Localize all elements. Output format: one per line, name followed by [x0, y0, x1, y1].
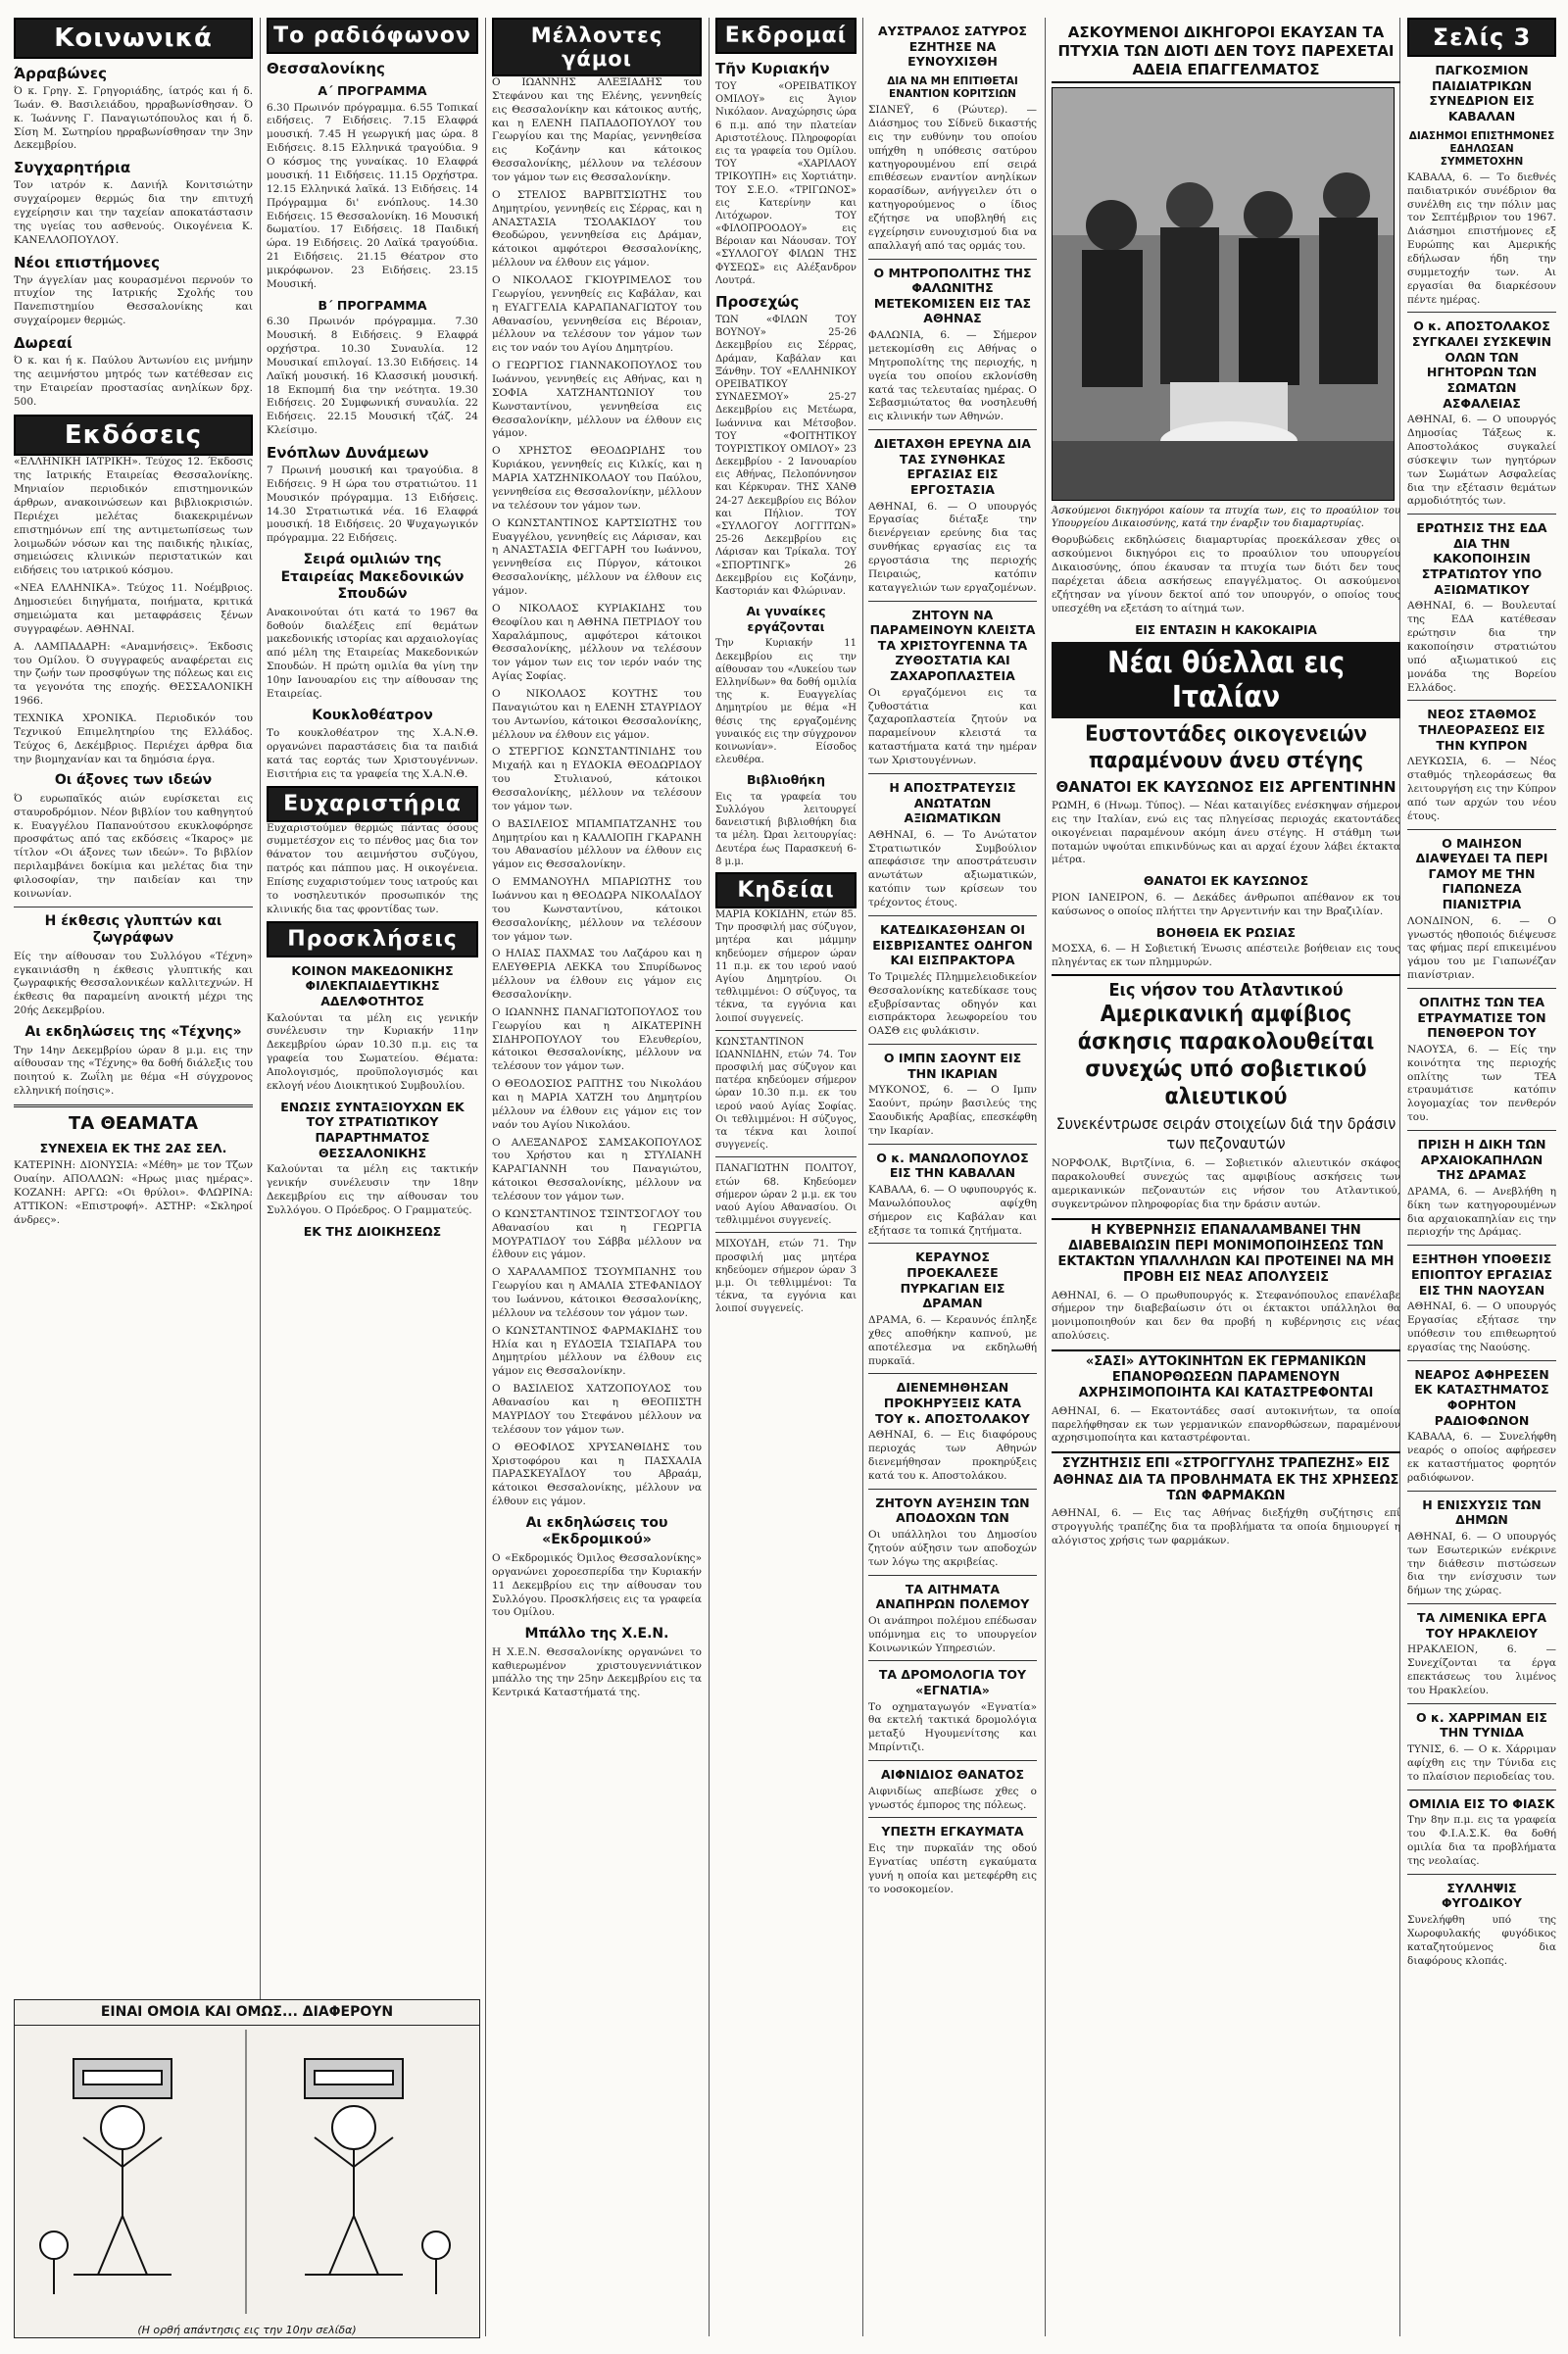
divider [1407, 700, 1556, 701]
article-text: ΑΘΗΝΑΙ, 6. — Ο υπουργός Δημοσίας Τάξεως κ. Αποστολάκος συγκαλεί σύσκεψιν των ηγητόρων των Σωμάτων Ασφαλείας δια την εξέτασιν θεμάτων αρμοδιότητός των. [1407, 414, 1556, 508]
section-header-thanks: Ευχαριστήρια [267, 786, 478, 822]
headline: ΟΜΙΛΙΑ ΕΙΣ ΤΟ ΦΙΑΣΚ [1408, 1795, 1555, 1811]
article-text: Ο ΧΑΡΑΛΑΜΠΟΣ ΤΣΟΥΜΠΑΝΗΣ του Γεωργίου και η ΑΜΑΛΙΑ ΣΤΕΦΑΝΙΔΟΥ του Ιωάννου, κάτοικοι Θεσσαλονίκης, μέλλουν να τελέσουν τον γάμον των. [492, 1266, 702, 1319]
article-text: Ο ΚΩΝΣΤΑΝΤΙΝΟΣ ΦΑΡΜΑΚΙΔΗΣ του Ηλία και η ΕΥΔΟΞΙΑ ΤΣΙΑΠΑΡΑ του Δημητρίου μέλλουν να έλθουν εις γάμον εις Θεσσαλονίκην. [492, 1324, 702, 1378]
headline: Ο κ. ΜΑΝΩΛΟΠΟΥΛΟΣ ΕΙΣ ΤΗΝ ΚΑΒΑΛΑΝ [876, 1150, 1029, 1181]
article-text: ΑΘΗΝΑΙ, 6. — Βουλευταί της ΕΔΑ κατέθεσαν ερώτησιν δια την κακοποίησιν στρατιώτου υπό αξιωματικού εις μονάδα της Βορείου Ελλάδος. [1407, 600, 1556, 694]
divider [1407, 1245, 1556, 1246]
divider [1407, 312, 1556, 313]
divider [868, 773, 1037, 774]
headline: ΖΗΤΟΥΝ ΑΥΞΗΣΙΝ ΤΩΝ ΑΠΟΔΟΧΩΝ ΤΩΝ [875, 1495, 1030, 1526]
banner-subheadline: Συνεκέντρωσε σειράν στοιχείων διά την δράσιν των πεζοναυτών [1055, 1114, 1396, 1153]
subheading: Οι άξονες των ιδεών [54, 772, 213, 789]
subheading: Αι εκδηλώσεις της «Τέχνης» [24, 1024, 242, 1041]
subheading: ΕΚ ΤΗΣ ΔΙΟΙΚΗΣΕΩΣ [303, 1223, 442, 1239]
article-text: Ο ΧΡΗΣΤΟΣ ΘΕΟΔΩΡΙΔΗΣ του Κυριάκου, γεννηθείς εις Κιλκίς, και η ΜΑΡΙΑ ΧΑΤΖΗΝΙΚΟΛΑΟΥ του Παύλου, γεννηθείσα εις Θεσσαλονίκην, μέλλουν να τελέσουν τον γάμον των. [492, 445, 702, 512]
article-text: «ΝΕΑ ΕΛΛΗΝΙΚΑ». Τεύχος 11. Νοέμβριος. Δημοσιεύει διηγήματα, ποιήματα, κριτικά σημειώματα και μεταφράσεις ξένων συγγραφέων. ΑΘΗΝΑΙ. [14, 582, 253, 635]
article-text: Η Χ.Ε.Ν. Θεσσαλονίκης οργανώνει το καθιερωμένον χριστουγεννιάτικον μπάλλο της την 25ην Δεκεμβρίου εις τα Κεντρικά Καταστήματά της. [492, 1645, 702, 1699]
headline: ΒΟΗΘΕΙΑ ΕΚ ΡΩΣΙΑΣ [1155, 924, 1297, 940]
subheading: Προσεχώς [715, 293, 800, 311]
article-text: Ό κ. Γρηγ. Σ. Γρηγοριάδης, ίατρός και ή δ. Ίωάν. Θ. Βασιλειάδου, ηρραβωνίσθησαν. Ό κ. Ίωάννης Γ. Παναγιωτόπουλος και ή δ. Σίση Μ. Σωτηρίου ηρραβωνίσθησαν την 3ην Δεκεμβρίου. [14, 85, 253, 152]
headline: Η ΑΠΟΣΤΡΑΤΕΥΣΙΣ ΑΝΩΤΑΤΩΝ ΑΞΙΩΜΑΤΙΚΩΝ [889, 779, 1016, 826]
section-header-weddings: Μέλλοντες γάμοι [492, 18, 702, 76]
headline: Ο κ. ΧΑΡΡΙΜΑΝ ΕΙΣ ΤΗΝ ΤΥΝΙΔΑ [1416, 1709, 1547, 1741]
article-text: Ο ΗΛΙΑΣ ΠΑΧΜΑΣ του Λαζάρου και η ΕΛΕΥΘΕΡΙΑ ΛΕΚΚΑ του Σπυρίδωνος μέλλουν να έλθουν εις γάμον εις Θεσσαλονίκην. [492, 948, 702, 1001]
photo-headline: ΑΣΚΟΥΜΕΝΟΙ ΔΙΚΗΓΟΡΟΙ ΕΚΑΥΣΑΝ ΤΑ ΠΤΥΧΙΑ ΤΩΝ ΔΙΟΤΙ ΔΕΝ ΤΟΥΣ ΠΑΡΕΧΕΤΑΙ ΑΔΕΙΑ ΕΠΑΓΓΕΛΜΑΤΟΣ [1052, 24, 1400, 83]
headline: ΠΡΙΣΗ Η ΔΙΚΗ ΤΩΝ ΑΡΧΑΙΟΚΑΠΗΛΩΝ ΤΗΣ ΔΡΑΜΑΣ [1417, 1137, 1546, 1183]
article-text: ΚΩΝΣΤΑΝΤΙΝΟΝ ΙΩΑΝΝΙΔΗΝ, ετών 74. Τον προσφιλή μας σύζυγον και πατέρα κηδεύομεν σήμερον ώραν 10.30 π.μ. εκ του ιερού ναού Αγίας Σοφίας. Οι τεθλιμμένοι: Η σύζυγος, τα τέκνα και λοιποί συγγενείς. [715, 1036, 857, 1152]
divider [868, 1144, 1037, 1145]
divider [1407, 1874, 1556, 1875]
article-text: ΤΩΝ «ΦΙΛΩΝ ΤΟΥ ΒΟΥΝΟΥ» 25-26 Δεκεμβρίου εις Σέρρας, Δράμαν, Καβάλαν και Ξάνθην. ΤΟΥ «ΕΛΛΗΝΙΚΟΥ ΟΡΕΙΒΑΤΙΚΟΥ ΣΥΝΔΕΣΜΟΥ» 25-27 Δεκεμβρίου εις Μετέωρα, Ιωάννινα και Μέτσοβον. ΤΟΥ «ΦΟΙΤΗΤΙΚΟΥ ΤΟΥΡΙΣΤΙΚΟΥ ΟΜΙΛΟΥ» 23 Δεκεμβρίου - 2 Ιανουαρίου εις Αθήνας, Πελοπόννησον και Κέρκυραν. ΤΗΣ ΧΑΝΘ 24-27 Δεκεμβρίου εις Βόλον και Πήλιον. ΤΟΥ «ΣΥΛΛΟΓΟΥ ΛΟΓΓΙΤΩΝ» 25-26 Δεκεμβρίου εις Λάρισαν και Τρίκαλα. ΤΟΥ «ΣΠΟΡΤΙΝΓΚ» 26 Δεκεμβρίου εις Κοζάνην, Καστοριάν και Φλώριναν. [715, 315, 857, 597]
section-header-funerals: Κηδείαι [715, 872, 857, 908]
headline: ΤΑ ΛΙΜΕΝΙΚΑ ΕΡΓΑ ΤΟΥ ΗΡΑΚΛΕΙΟΥ [1416, 1610, 1547, 1641]
subheading: ΚΟΙΝΟΝ ΜΑΚΕΔΟΝΙΚΗΣ ΦΙΛΕΚΠΑΙΔΕΥΤΙΚΗΣ ΑΔΕΛΦΟΤΗΤΟΣ [291, 962, 454, 1008]
kicker: Εις νήσον του Ατλαντικού [1052, 974, 1400, 1001]
article-text: ΤΟΥ «ΟΡΕΙΒΑΤΙΚΟΥ ΟΜΙΛΟΥ» εις Άγιον Νικόλαον. Αναχώρησις ώρα 6 π.μ. από την πλατείαν Αριστοτέλους. Πληροφορίαι εις τα γραφεία του Ομίλου. ΤΟΥ «ΧΑΡΙΛΑΟΥ ΤΡΙΚΟΥΠΗ» εις Χορτιάτην. ΤΟΥ Σ.Ε.Ο. «ΤΡΙΓΩΝΟΣ» εις Κατερίνην και Λιτόχωρον. ΤΟΥ «ΦΙΛΟΠΡΟΟΔΟΥ» εις Βέροιαν και Νάουσαν. ΤΟΥ «ΣΥΛΛΟΓΟΥ ΦΙΛΩΝ ΤΗΣ ΦΥΣΕΩΣ» εις Αλέξανδρον Λουτρά. [715, 81, 857, 286]
headline: ΤΑ ΑΙΤΗΜΑΤΑ ΑΝΑΠΗΡΩΝ ΠΟΛΕΜΟΥ [875, 1581, 1030, 1612]
article-text: ΑΘΗΝΑΙ, 6. — Ο υπουργός Εργασίας διέταξε την διενέργειαν ερεύνης δια τας συνθήκας εργασίας εις τα εργοστάσια της περιοχής Πειραιώς, κατόπιν καταγγελιών των εργαζομένων. [868, 500, 1037, 594]
article-text: Ο ΝΙΚΟΛΑΟΣ ΚΟΥΤΗΣ του Παναγιώτου και η ΕΛΕΝΗ ΣΤΑΥΡΙΔΟΥ του Αντωνίου, κάτοικοι Θεσσαλονίκης, μέλλουν να έλθουν εις γάμον. [492, 687, 702, 741]
subheading: Βιβλιοθήκη [747, 772, 825, 788]
headline: ΕΞΗΤΗΘΗ ΥΠΟΘΕΣΙΣ ΕΠΙΟΠΤΟΥ ΕΡΓΑΣΙΑΣ ΕΙΣ ΤΗΝ ΝΑΟΥΣΑΝ [1410, 1251, 1553, 1298]
article-text: ΣΙΔΝΕΫ, 6 (Ρώυτερ). — Διάσημος του Σίδνεϋ δικαστής εις την ευθύνην του οποίου υπήχθη η υπόθεσις σατύρου κατηγορουμένου επί σειρά επιθέσεων εναντίον ανηλίκων κορασίδων, ανήγγειλεν ότι ο κατηγορούμενος ο ίδιος εζήτησε να υποβληθή εις εγχείρησιν ευνουχισμού δια να απαλλαγή από τας ορμάς του. [868, 104, 1037, 252]
cartoon-panel [14, 1999, 480, 2338]
column-radio [267, 18, 478, 1997]
column-page-3 [1407, 18, 1556, 2336]
banner-subheadline: Ευστοντάδες οικογενειών παραμένουν άνευ στέγης [1085, 722, 1367, 773]
article-text: ΠΑΝΑΓΙΩΤΗΝ ΠΟΛΙΤΟΥ, ετών 68. Κηδεύομεν σήμερον ώραν 2 μ.μ. εκ του ναού Αγίου Αθανασίου. Οι τεθλιμμένοι συγγενείς. [715, 1163, 857, 1227]
article-text: ΑΘΗΝΑΙ, 6. — Ο πρωθυπουργός κ. Στεφανόπουλος επανέλαβε σήμερον την διαβεβαίωσιν ότι οι έκτακτοι υπάλληλοι θα μονιμοποιηθούν και δεν θα προβή η κυβέρνησις εις νέας απολύσεις. [1052, 1289, 1400, 1343]
subheading: Αι γυναίκες εργάζονται [746, 604, 826, 634]
photo-caption: Άσκούμενοι δικηγόροι καίουν τα πτυχία των, εις το προαύλιον του Υπουργείου Δικαιοσύνης, κατά την έναρξιν του διαμαρτυρίας. [1052, 506, 1400, 530]
divider [868, 1760, 1037, 1761]
article-text: Το κουκλοθέατρον της Χ.Α.Ν.Θ. οργανώνει παραστάσεις δια τα παιδιά κατά τας εορτάς των Χριστουγέννων. Εισιτήρια εις τα γραφεία της Χ.Α.Ν.Θ. [267, 727, 478, 780]
divider [868, 1660, 1037, 1661]
divider [1407, 829, 1556, 830]
column-weddings [492, 18, 702, 2336]
article-text: Ο ΑΛΕΞΑΝΔΡΟΣ ΣΑΜΣΑΚΟΠΟΥΛΟΣ του Χρήστου και η ΣΤΥΛΙΑΝΗ ΚΑΡΑΓΙΑΝΝΗ του Παναγιώτου, κάτοικοι Θεσσαλονίκης, μέλλουν να τελέσουν τον γάμον των. [492, 1136, 702, 1203]
article-text: ΜΥΚΟΝΟΣ, 6. — Ο Ιμπν Σαούντ, πρώην βασιλεύς της Σαουδικής Αραβίας, επεσκέφθη την Ικαρίαν. [868, 1084, 1037, 1137]
article-text: ΦΑΛΩΝΙΑ, 6. — Σήμερον μετεκομίσθη εις Αθήνας ο Μητροπολίτης της περιοχής, η υγεία του οποίου εκλονίσθη κατά τας τελευταίας ημέρας. Ο Σεβασμιώτατος θα νοσηλευθή εις κλινικήν των Αθηνών. [868, 329, 1037, 423]
column-divider [862, 18, 863, 2336]
article-text: ΜΙΧΟΥΔΗ, ετών 71. Την προσφιλή μας μητέρα κηδεύομεν σήμερον ώραν 3 μ.μ. Οι τεθλιμμένοι: Τα τέκνα, τα εγγόνια και λοιποί συγγενείς. [715, 1239, 857, 1315]
section-header-invitations: Προσκλήσεις [267, 921, 478, 957]
article-text: Το οχηματαγωγόν «Εγνατία» θα εκτελή τακτικά δρομολόγια μεταξύ Ηγουμενίτσης και Μπρίντιζι. [868, 1700, 1037, 1754]
subheading: Άρραβώνες [14, 65, 107, 82]
article-text: Ο ΚΩΝΣΤΑΝΤΙΝΟΣ ΤΣΙΝΤΣΟΓΛΟΥ του Αθανασίου και η ΓΕΩΡΓΙΑ ΜΟΥΡΑΤΙΔΟΥ του Σάββα μέλλουν να έλθουν εις γάμον. [492, 1207, 702, 1261]
cartoon-caption: (Η ορθή απάντησις εις την 10ην σελίδα) [137, 2323, 357, 2336]
headline: Η ΚΥΒΕΡΝΗΣΙΣ ΕΠΑΝΑΛΑΜΒΑΝΕΙ ΤΗΝ ΔΙΑΒΕΒΑΙΩΣΙΝ ΠΕΡΙ ΜΟΝΙΜΟΠΟΙΗΣΕΩΣ ΤΩΝ ΕΚΤΑΚΤΩΝ ΥΠΑΛΛΗΛΩΝ ΚΑΙ ΠΡΟΤΕΙΝΕΙ ΝΑ ΜΗ ΠΡΟΒΗ ΕΙΣ ΝΕΑΣ ΑΠΟΛΥΣΕΙΣ [1052, 1218, 1400, 1287]
article-text: Θορυβώδεις εκδηλώσεις διαμαρτυρίας προεκάλεσαν χθες οι ασκούμενοι δικηγόροι εις το προαύλιον του υπουργείου Δικαιοσύνης, όπου έκαυσαν τα πτυχία των διότι δεν τους παρέχεται άδεια ασκήσεως επαγγέλματος. Οι ασκούμενοι εζήτησαν να γίνουν δεκτοί από τον υπουργόν, ο οποίος τους υπεσχέθη να εξετάση το αίτημά των. [1052, 534, 1400, 614]
headline: ΕΡΩΤΗΣΙΣ ΤΗΣ ΕΔΑ ΔΙΑ ΤΗΝ ΚΑΚΟΠΟΙΗΣΙΝ ΣΤΡΑΤΙΩΤΟΥ ΥΠΟ ΑΞΙΩΜΑΤΙΚΟΥ [1416, 520, 1547, 597]
banner-headline: Αμερικανική αμφίβιος άσκησις παρακολουθείται συνεχώς υπό σοβιετικού αλιευτικού [1077, 1001, 1375, 1110]
subheading: Η έκθεσις γλυπτών και ζωγράφων [44, 912, 222, 947]
article-text: ΤΕΧΝΙΚΑ ΧΡΟΝΙΚΑ. Περιοδικόν του Τεχνικού Επιμελητηρίου της Ελλάδος. Τεύχος 6, Δεκέμβριος. Περιέχει άρθρα δια την βιομηχανίαν και τα δημόσια έργα. [14, 711, 253, 765]
divider [868, 1575, 1037, 1576]
article-text: Αιφνιδίως απεβίωσε χθες ο γνωστός έμπορος της πόλεως. [868, 1785, 1037, 1811]
article-text: Ό ευρωπαϊκός αιών ευρίσκεται εις σταυροδρόμιον. Νέον βιβλίον του καθηγητού κ. Ευαγγέλου Παπανούτσου εκυκλοφόρησε προσφάτως από τας εκδόσεις «Ίκαρος» με τίτλον «Οι άξονες των ιδεών». Το βιβλίον περιλαμβάνει δοκίμια και μελέτας δια την φιλοσοφίαν, την παιδείαν και την κοινωνίαν. [14, 792, 253, 900]
headline: ΚΑΤΕΔΙΚΑΣΘΗΣΑΝ ΟΙ ΕΙΣΒΡΙΣΑΝΤΕΣ ΟΔΗΓΟΝ ΚΑΙ ΕΙΣΠΡΑΚΤΟΡΑ [872, 921, 1033, 968]
headline: ΥΠΕΣΤΗ ΕΓΚΑΥΜΑΤΑ [881, 1824, 1024, 1839]
article-text: 7 Πρωινή μουσική και τραγούδια. 8 Ειδήσεις. 9 Η ώρα του στρατιώτου. 11 Μουσικόν πρόγραμμα. 13 Ειδήσεις. 14.30 Στρατιωτικά νέα. 16 Ελαφρά μουσική. 18 Ειδήσεις. 20 Ψυχαγωγικόν πρόγραμμα. 22 Ειδήσεις. [267, 465, 478, 545]
crowd-illustration [1053, 88, 1394, 500]
divider [868, 1373, 1037, 1374]
headline: Η ΕΝΙΣΧΥΣΙΣ ΤΩΝ ΔΗΜΩΝ [1422, 1496, 1542, 1528]
headline: ΑΙΦΝΙΔΙΟΣ ΘΑΝΑΤΟΣ [880, 1767, 1025, 1783]
article-text: ΛΟΝΔΙΝΟΝ, 6. — Ο γνωστός ηθοποιός διέψευσε τας φήμας περί επικειμένου γάμου του με Γιαπωνέζαν πιανίστριαν. [1407, 914, 1556, 982]
article-text: Ανακοινούται ότι κατά το 1967 θα δοθούν διαλέξεις επί θεμάτων μακεδονικής ιστορίας και αρχαιολογίας από μέλη της Εταιρείας Μακεδονικών Σπουδών. Η πρώτη ομιλία θα γίνη την 10ην Ιανουαρίου εις την αίθουσαν της Εταιρείας. [267, 606, 478, 700]
headline: ΚΕΡΑΥΝΟΣ ΠΡΟΕΚΑΛΕΣΕ ΠΥΡΚΑΓΙΑΝ ΕΙΣ ΔΡΑΜΑΝ [900, 1250, 1005, 1311]
article-text: ΑΘΗΝΑΙ, 6. — Εκατοντάδες σασί αυτοκινήτων, τα οποία παρελήφθησαν εκ των γερμανικών επανορθώσεων, παραμένουν αχρησιμοποίητα και καταστρέφονται. [1052, 1404, 1400, 1445]
subheading: Αι εκδηλώσεις του «Εκδρομικού» [525, 1514, 668, 1548]
divider [868, 915, 1037, 916]
article-text: Εις τα γραφεία του Συλλόγου λειτουργεί δανειστική βιβλιοθήκη δια τα μέλη. Ώραι λειτουργίας: Δευτέρα έως Παρασκευή 6-8 μ.μ. [715, 791, 857, 867]
article-text: Ο ΝΙΚΟΛΑΟΣ ΓΚΙΟΥΡΙΜΕΛΟΣ του Γεωργίου, γεννηθείς εις Καβάλαν, και η ΕΥΑΓΓΕΛΙΑ ΚΑΡΑΠΑΝΑΓΙΩΤΟΥ του Αθανασίου, γεννηθείσα εις Βέροιαν, μέλλουν να τελέσουν τον γάμον των εις τον ναόν του Αγίου Δημητρίου. [492, 274, 702, 355]
article-text: ΗΡΑΚΛΕΙΟΝ, 6. — Συνεχίζονται τα έργα επεκτάσεως του λιμένος του Ηρακλείου. [1407, 1643, 1556, 1696]
column-news-main [1045, 18, 1400, 2336]
article-text: Ο ΣΤΕΛΙΟΣ ΒΑΡΒΙΤΣΙΩΤΗΣ του Δημητρίου, γεννηθείς εις Σέρρας, και η ΑΝΑΣΤΑΣΙΑ ΤΣΟΛΑΚΙΔΟΥ του Θεοδώρου, γεννηθείσα εις Δράμαν, κάτοικοι αμφότεροι Θεσσαλονίκης, μέλλουν να έλθουν εις γάμον. [492, 188, 702, 270]
banner-headline: Νέαι θύελλαι εις Ιταλίαν [1052, 642, 1400, 718]
article-text: ΑΘΗΝΑΙ, 6. — Ο υπουργός των Εσωτερικών ενέκρινε την διάθεσιν πιστώσεων δια την ενίσχυσιν των δήμων της χώρας. [1407, 1530, 1556, 1597]
headline: Ο ΜΑΙΗΣΟΝ ΔΙΑΨΕΥΔΕΙ ΤΑ ΠΕΡΙ ΓΑΜΟΥ ΜΕ ΤΗΝ ΓΙΑΠΩΝΕΖΑ ΠΙΑΝΙΣΤΡΙΑ [1415, 835, 1548, 912]
article-text: Ο ΘΕΟΦΙΛΟΣ ΧΡΥΣΑΝΘΙΔΗΣ του Χριστοφόρου και η ΠΑΣΧΑΛΙΑ ΠΑΡΑΣΚΕΥΑΪΔΟΥ του Αβραάμ, κάτοικοι Θεσσαλονίκης, μέλλουν να έλθουν εις γάμον. [492, 1441, 702, 1508]
article-text: Ο ΚΩΝΣΤΑΝΤΙΝΟΣ ΚΑΡΤΣΙΩΤΗΣ του Ευαγγέλου, γεννηθείς εις Λάρισαν, και η ΑΝΑΣΤΑΣΙΑ ΦΕΓΓΑΡΗ του Ιωάννου, γεννηθείσα εις Πύργον, κάτοικοι Θεσσαλονίκης, μέλλουν να έλθουν εις γάμον. [492, 516, 702, 597]
headline: Ο ΙΜΠΝ ΣΑΟΥΝΤ ΕΙΣ ΤΗΝ ΙΚΑΡΙΑΝ [883, 1051, 1022, 1081]
article-text: Ο ΕΜΜΑΝΟΥΗΛ ΜΠΑΡΙΩΤΗΣ του Ιωάννου και η ΘΕΟΔΩΡΑ ΝΙΚΟΛΑΪΔΟΥ του Κωνσταντίνου, κάτοικοι Θεσσαλονίκης, μέλλουν να τελέσουν τον γάμον των. [492, 876, 702, 943]
article-text: ΤΥΝΙΣ, 6. — Ο κ. Χάρριμαν αφίχθη εις την Τύνιδα εις το πλαίσιον περιοδείας του. [1407, 1743, 1556, 1783]
column-news-left [868, 18, 1037, 2336]
article-text: Ο ΣΤΕΡΓΙΟΣ ΚΩΝΣΤΑΝΤΙΝΙΔΗΣ του Μιχαήλ και η ΕΥΔΟΚΙΑ ΘΕΟΔΩΡΙΔΟΥ του Στυλιανού, κάτοικοι Θεσσαλονίκης, μέλλουν να τελέσουν τον γάμον των. [492, 746, 702, 812]
article-text: Α. ΛΑΜΠΑΔΑΡΗ: «Αναμνήσεις». Έκδοσις του Ομίλου. Ό συγγραφεύς αναφέρεται εις την ζωήν των προσφύγων της πόλεως και εις τα γεγονότα της εποχής. ΘΕΣΣΑΛΟΝΙΚΗ 1966. [14, 640, 253, 708]
headline: ΣΥΖΗΤΗΣΙΣ ΕΠΙ «ΣΤΡΟΓΓΥΛΗΣ ΤΡΑΠΕΖΗΣ» ΕΙΣ ΑΘΗΝΑΣ ΔΙΑ ΤΑ ΠΡΟΒΛΗΜΑΤΑ ΕΚ ΤΗΣ ΧΡΗΣΕΩΣ ΤΩΝ ΦΑΡΜΑΚΩΝ [1052, 1451, 1400, 1504]
article-text: Ο ΓΕΩΡΓΙΟΣ ΓΙΑΝΝΑΚΟΠΟΥΛΟΣ του Ιωάννου, γεννηθείς εις Αθήνας, και η ΣΟΦΙΑ ΧΑΤΖΗΑΝΤΩΝΙΟΥ του Κωνσταντίνου, γεννηθείσα εις Θεσσαλονίκην, μέλλουν να έλθουν εις γάμον. [492, 360, 702, 440]
article-text: ΝΑΟΥΣΑ, 6. — Είς την κοινότητα της περιοχής οπλίτης των ΤΕΑ ετραυμάτισε κατόπιν λογομαχίας τον πενθερόν του. [1407, 1043, 1556, 1124]
divider [1407, 1491, 1556, 1492]
article-text: Συνελήφθη υπό της Χωροφυλακής φυγόδικος καταζητούμενος δια διαφόρους κλοπάς. [1407, 1913, 1556, 1967]
article-text: Την Κυριακήν 11 Δεκεμβρίου εις την αίθουσαν του «Λυκείου των Ελληνίδων» θα δοθή ομιλία της κ. Ευαγγελίας Δημητρίου με θέμα «Η θέσις της εργαζομένης γυναικός εις την σύγχρονον κοινωνίαν». Είσοδος ελευθέρα. [715, 638, 857, 766]
article-text: Οι εργαζόμενοι εις τα ζυθοστάτια και ζαχαροπλαστεία ζητούν να παραμείνουν κλειστά τα καταστήματα κατά την ημέραν των Χριστουγέννων. [868, 686, 1037, 767]
article-text: ΝΟΡΦΟΛΚ, Βιρτζίνια, 6. — Σοβιετικόν αλιευτικόν σκάφος παρακολουθεί συνεχώς τας αμφιβίους ασκήσεις των αμερικανικών πεζοναυτών εις νήσον του Ατλαντικού, συγκεντρώνον πληροφορίας δια την δράσιν αυτών. [1052, 1157, 1400, 1210]
article-text: Ό κ. και ή κ. Παύλου Άντωνίου εις μνήμην της αειμνήστου μητρός των κατέθεσαν εις την Εταιρείαν προστασίας ανηλίκων δρχ. 500. [14, 355, 253, 408]
headline: ΤΑ ΔΡΟΜΟΛΟΓΙΑ ΤΟΥ «ΕΓΝΑΤΙΑ» [878, 1667, 1027, 1697]
subheading: Δωρεαί [14, 334, 73, 353]
section-header-publications: Εκδόσεις [14, 415, 253, 456]
headline: ΑΥΣΤΡΑΛΟΣ ΣΑΤΥΡΟΣ ΕΖΗΤΗΣΕ ΝΑ ΕΥΝΟΥΧΙΣΘΗ [878, 24, 1027, 70]
article-text: Οι ανάπηροι πολέμου επέδωσαν υπόμνημα εις το υπουργείον Κοινωνικών Υπηρεσιών. [868, 1614, 1037, 1654]
headline: Ο κ. ΑΠΟΣΤΟΛΑΚΟΣ ΣΥΓΚΑΛΕΙ ΣΥΣΚΕΨΙΝ ΟΛΩΝ ΤΩΝ ΗΓΗΤΟΡΩΝ ΤΩΝ ΣΩΜΑΤΩΝ ΑΣΦΑΛΕΙΑΣ [1411, 319, 1552, 411]
article-text: ΜΟΣΧΑ, 6. — Η Σοβιετική Ένωσις απέστειλε βοήθειαν εις τους πληγέντας εκ των πλημμυρών. [1052, 943, 1400, 969]
article-text: Είς την αίθουσαν του Συλλόγου «Τέχνη» εγκαινιάσθη η έκθεσις γλυπτικής και ζωγραφικής Θεσσαλονικέων καλλιτεχνών. Η έκθεσις θα παραμείνη ανοικτή μέχρι της 20ής Δεκεμβρίου. [14, 950, 253, 1017]
article-text: Ο ΘΕΟΔΟΣΙΟΣ ΡΑΠΤΗΣ του Νικολάου και η ΜΑΡΙΑ ΧΑΤΖΗ του Δημητρίου μέλλουν να έλθουν εις γάμον εις τον ναόν του Αγίου Νικολάου. [492, 1078, 702, 1131]
article-text: ΛΕΥΚΩΣΙΑ, 6. — Νέος σταθμός τηλεοράσεως θα λειτουργήση εις την Κύπρον από των αρχών του νέου έτους. [1407, 756, 1556, 822]
article-text: ΔΡΑΜΑ, 6. — Κεραυνός έπληξε χθες αποθήκην καπνού, με αποτέλεσμα να εκδηλωθή πυρκαϊά. [868, 1313, 1037, 1367]
headline: ΔΙΕΤΑΧΘΗ ΕΡΕΥΝΑ ΔΙΑ ΤΑΣ ΣΥΝΘΗΚΑΣ ΕΡΓΑΣΙΑΣ ΕΙΣ ΕΡΓΟΣΤΑΣΙΑ [874, 436, 1031, 497]
divider [715, 1156, 857, 1157]
article-text: Το Τριμελές Πλημμελειοδικείον Θεσσαλονίκης κατεδίκασε τους εξυβρίσαντας οδηγόν και εισπράκτορα λεωφορείου του ΟΑΣΘ εις φυλάκισιν. [868, 970, 1037, 1038]
article-text: Καλούνται τα μέλη εις γενικήν συνέλευσιν την Κυριακήν 11ην Δεκεμβρίου ώραν 10.30 π.μ. εις τα γραφεία του Σωματείου. Θέματα: Απολογισμός, προϋπολογισμός και εκλογή νέου Διοικητικού Συμβουλίου. [267, 1011, 478, 1092]
subheading: Συγχαρητήρια [14, 159, 131, 177]
divider [715, 1030, 857, 1031]
divider [715, 1232, 857, 1233]
article-text: Τον ιατρόν κ. Δανιήλ Κονιτσιώτην συγχαίρομεν θερμώς δια την επιτυχή εγχείρησιν και την ταχείαν αποκατάστασιν της υγείας του ασθενούς. Οικογένεια Κ. ΚΑΝΕΛΛΟΠΟΥΛΟΥ. [14, 179, 253, 246]
subheadline: ΔΙΑΣΗΜΟΙ ΕΠΙΣΤΗΜΟΝΕΣ ΕΔΗΛΩΣΑΝ ΣΥΜΜΕΤΟΧΗΝ [1408, 129, 1555, 168]
article-text: ΡΩΜΗ, 6 (Ηνωμ. Τύπος). — Νέαι καταιγίδες ενέσκηψαν σήμερον εις την Ιταλίαν, ενώ εις τας πληγείσας περιοχάς εκατοντάδες οικογένειαι παραμένουν ακόμη άνευ στέγης. Η στάθμη των ποταμών υψούται επικινδύνως και αι αρχαί έχουν λάβει έκτακτα μέτρα. [1052, 799, 1400, 866]
headline: «ΣΑΣΙ» ΑΥΤΟΚΙΝΗΤΩΝ ΕΚ ΓΕΡΜΑΝΙΚΩΝ ΕΠΑΝΟΡΘΩΣΕΩΝ ΠΑΡΑΜΕΝΟΥΝ ΑΧΡΗΣΙΜΟΠΟΙΗΤΑ ΚΑΙ ΚΑΤΑΣΤΡΕΦΟΝΤΑΙ [1052, 1349, 1400, 1402]
headline: ΠΑΓΚΟΣΜΙΟΝ ΠΑΙΔΙΑΤΡΙΚΩΝ ΣΥΝΕΔΡΙΟΝ ΕΙΣ ΚΑΒΑΛΑΝ [1429, 63, 1535, 123]
column-divider [709, 18, 710, 2336]
divider [1407, 1360, 1556, 1361]
article-text: ΜΑΡΙΑ ΚΟΚΙΔΗΝ, ετών 85. Την προσφιλή μας σύζυγον, μητέρα και μάμμην κηδεύομεν σήμερον ώραν 11 π.μ. εκ του ιερού ναού Αγίου Δημητρίου. Οι τεθλιμμένοι: Ο σύζυγος, τα τέκνα, τα εγγόνια και λοιποί συγγενείς. [715, 909, 857, 1024]
subheading: ΣΥΝΕΧΕΙΑ ΕΚ ΤΗΣ 2ΑΣ ΣΕΛ. [39, 1141, 227, 1156]
article-text: Ο ΒΑΣΙΛΕΙΟΣ ΜΠΑΜΠΑΤΖΑΝΗΣ του Δημητρίου και η ΚΑΛΛΙΟΠΗ ΓΚΑΡΑΝΗ του Αθανασίου μέλλουν να έλθουν εις γάμον εις Θεσσαλονίκην. [492, 817, 702, 871]
kicker: ΕΙΣ ΕΝΤΑΣΙΝ Η ΚΑΚΟΚΑΙΡΙΑ [1135, 623, 1317, 638]
article-text: Ο ΙΩΑΝΝΗΣ ΑΛΕΞΙΑΔΗΣ του Στεφάνου και της Ελένης, γεννηθείς εις Θεσσαλονίκην και κάτοικος αυτής, και η ΕΛΕΝΗ ΠΑΠΑΔΟΠΟΥΛΟΥ του Γεωργίου και της Μαρίας, γεννηθείσα εις Κοζάνην και κάτοικος Θεσσαλονίκης, μέλλουν να τελέσουν τον γάμον των εις Θεσσαλονίκην. [492, 76, 702, 184]
article-text: ΚΑΒΑΛΑ, 6. — Το διεθνές παιδιατρικόν συνέδριον θα συνέλθη εις την πόλιν μας τον Σεπτέμβριον του 1967. Διάσημοι επιστήμονες εξ Ευρώπης και Αμερικής εδήλωσαν ήδη την συμμετοχήν των. Αι εργασίαι θα διαρκέσουν πέντε ημέρας. [1407, 171, 1556, 306]
headline: ΔΙΕΝΕΜΗΘΗΣΑΝ ΠΡΟΚΗΡΥΞΕΙΣ ΚΑΤΑ ΤΟΥ κ. ΑΠΟΣΤΟΛΑΚΟΥ [875, 1380, 1030, 1426]
article-text: Ο «Εκδρομικός Όμιλος Θεσσαλονίκης» οργανώνει χοροεσπερίδα την Κυριακήν 11 Δεκεμβρίου εις την αίθουσαν του Συλλόγου. Προσκλήσεις εις τα γραφεία του Ομίλου. [492, 1551, 702, 1619]
subheading: Θεσσαλονίκης [267, 60, 385, 77]
subheading: Νέοι επιστήμονες [14, 253, 161, 271]
article-text: Καλούνται τα μέλη εις τακτικήν γενικήν συνέλευσιν την 18ην Δεκεμβρίου εις την αίθουσαν του Συλλόγου. Ο Πρόεδρος. Ο Γραμματεύς. [267, 1163, 478, 1216]
subheading: Β΄ ΠΡΟΓΡΑΜΜΑ [318, 297, 427, 313]
article-text: ΚΑΒΑΛΑ, 6. — Ο υφυπουργός κ. Μανωλόπουλος αφίχθη σήμερον εις Καβάλαν και εξήτασε τα τοπικά ζητήματα. [868, 1184, 1037, 1237]
headline: ΖΗΤΟΥΝ ΝΑ ΠΑΡΑΜΕΙΝΟΥΝ ΚΛΕΙΣΤΑ ΤΑ ΧΡΙΣΤΟΥΓΕΝΝΑ ΤΑ ΖΥΘΟΣΤΑΤΙΑ ΚΑΙ ΖΑΧΑΡΟΠΛΑΣΤΕΙΑ [869, 607, 1036, 684]
divider [1407, 1130, 1556, 1131]
article-text: Ο ΝΙΚΟΛΑΟΣ ΚΥΡΙΑΚΙΔΗΣ του Θεοφίλου και η ΑΘΗΝΑ ΠΕΤΡΙΔΟΥ του Χαραλάμπους, αμφότεροι κάτοικοι Θεσσαλονίκης, μέλλουν να τελέσουν τον γάμον των εις τον ιερόν ναόν της Αγίας Σοφίας. [492, 602, 702, 683]
article-text: Την 8ην π.μ. εις τα γραφεία του Φ.Ι.Α.Σ.Κ. θα δοθή ομιλία δια τα προβλήματα της νεολαίας. [1407, 1814, 1556, 1867]
page-number-header: Σελίς 3 [1407, 18, 1556, 57]
article-text: Την 14ην Δεκεμβρίου ώραν 8 μ.μ. εις την αίθουσαν της «Τέχνης» θα δοθή διάλεξις του ποιητού κ. Ζωΐλη με θέμα «Η σύγχρονος ελληνική ποίησις». [14, 1044, 253, 1098]
article-text: ΑΘΗΝΑΙ, 6. — Το Ανώτατον Στρατιωτικόν Συμβούλιον απεφάσισε την αποστράτευσιν ανωτάτων αξιωματικών, κατόπιν των κρίσεων του τρέχοντος έτους. [868, 828, 1037, 909]
headline: Ο ΜΗΤΡΟΠΟΛΙΤΗΣ ΤΗΣ ΦΑΛΩΝΙΤΗΣ ΜΕΤΕΚΟΜΙΣΕΝ ΕΙΣ ΤΑΣ ΑΘΗΝΑΣ [873, 265, 1032, 326]
cartoon-drawing [15, 2030, 477, 2314]
divider [868, 1243, 1037, 1244]
divider [868, 1044, 1037, 1045]
divider [868, 1489, 1037, 1490]
divider [1407, 1603, 1556, 1604]
cartoon-title: ΕΙΝΑΙ ΟΜΟΙΑ ΚΑΙ ΟΜΩΣ... ΔΙΑΦΕΡΟΥΝ [15, 2004, 479, 2026]
subheading: Τῆν Κυριακήν [715, 60, 830, 77]
headline: ΣΥΛΛΗΨΙΣ ΦΥΓΟΔΙΚΟΥ [1442, 1880, 1522, 1911]
column-excursions [715, 18, 857, 2336]
article-text: ΑΘΗΝΑΙ, 6. — Εις διαφόρους περιοχάς των Αθηνών διενεμήθησαν προκηρύξεις κατά του κ. Αποστολάκου. [868, 1429, 1037, 1482]
headline: ΝΕΑΡΟΣ ΑΦΗΡΕΣΕΝ ΕΚ ΚΑΤΑΣΤΗΜΑΤΟΣ ΦΟΡΗΤΟΝ ΡΑΔΙΟΦΩΝΟΝ [1414, 1366, 1549, 1428]
headline: ΘΑΝΑΤΟΙ ΕΚ ΚΑΥΣΩΝΟΣ [1143, 873, 1309, 889]
divider [1407, 1703, 1556, 1704]
divider [868, 601, 1037, 602]
headline: ΟΠΛΙΤΗΣ ΤΩΝ ΤΕΑ ΕΤΡΑΥΜΑΤΙΣΕ ΤΟΝ ΠΕΝΘΕΡΟΝ ΤΟΥ [1417, 994, 1546, 1041]
column-social [14, 18, 253, 1997]
subheadline: ΔΙΑ ΝΑ ΜΗ ΕΠΙΤΙΘΕΤΑΙ ΕΝΑΝΤΙΟΝ ΚΟΡΙΤΣΙΩΝ [887, 74, 1018, 100]
divider [868, 259, 1037, 260]
article-text: ΔΡΑΜΑ, 6. — Ανεβλήθη η δίκη των κατηγορουμένων δια αρχαιοκαπηλίαν εις την περιοχήν της Δράμας. [1407, 1185, 1556, 1239]
subheading: ΕΝΩΣΙΣ ΣΥΝΤΑΞΙΟΥΧΩΝ ΕΚ ΤΟΥ ΣΤΡΑΤΙΩΤΙΚΟΥ ΠΑΡΑΡΤΗΜΑΤΟΣ ΘΕΣΣΑΛΟΝΙΚΗΣ [280, 1099, 465, 1160]
section-header-radio: Το ραδιόφωνον [267, 18, 478, 54]
subheading: Σειρά ομιλιών της Εταιρείας Μακεδονικών Σπουδών [280, 552, 465, 603]
divider [868, 429, 1037, 430]
article-text: ΡΙΟΝ ΙΑΝΕΙΡΟΝ, 6. — Δεκάδες άνθρωποι απέθανον εκ του καύσωνος ο οποίος πλήττει την Αργεντινήν και την Βραζιλίαν. [1052, 891, 1400, 917]
article-text: Ο ΙΩΑΝΝΗΣ ΠΑΝΑΓΙΩΤΟΠΟΥΛΟΣ του Γεωργίου και η ΑΙΚΑΤΕΡΙΝΗ ΣΙΔΗΡΟΠΟΥΛΟΥ του Ελευθερίου, κάτοικοι Θεσσαλονίκης, μέλλουν να τελέσουν τον γάμον των. [492, 1005, 702, 1073]
headline: ΝΕΟΣ ΣΤΑΘΜΟΣ ΤΗΛΕΟΡΑΣΕΩΣ ΕΙΣ ΤΗΝ ΚΥΠΡΟΝ [1418, 707, 1545, 753]
subheading: ΤΑ ΘΕΑΜΑΤΑ [68, 1112, 199, 1134]
article-text: ΑΘΗΝΑΙ, 6. — Ο υπουργός Εργασίας εξήτασε την υπόθεσιν του επιθεωρητού εργασίας της Ναούσης. [1407, 1300, 1556, 1353]
subheading: Κουκλοθέατρον [312, 707, 433, 723]
headline: ΘΑΝΑΤΟΙ ΕΚ ΚΑΥΣΩΝΟΣ ΕΙΣ ΑΡΓΕΝΤΙΝΗΝ [1055, 778, 1396, 797]
article-text: ΑΘΗΝΑΙ, 6. — Εις τας Αθήνας διεξήχθη συζήτησις επί στρογγυλής τραπέζης δια τα προβλήματα τα οποία δημιουργεί η αλόγιστος χρήσις των φαρμάκων. [1052, 1507, 1400, 1546]
divider [1407, 514, 1556, 515]
column-divider [260, 18, 261, 2336]
article-text: Την άγγελίαν μας κουρασμένοι περνούν το πτυχίον της Ιατρικής Σχολής του Πανεπιστημίου Θεσσαλονίκης και συγχαίρομεν θερμώς. [14, 273, 253, 327]
article-text: Οι υπάλληλοι του Δημοσίου ζητούν αύξησιν των αποδοχών των λόγω της ακριβείας. [868, 1528, 1037, 1568]
divider [1407, 988, 1556, 989]
article-text: 6.30 Πρωινόν πρόγραμμα. 6.55 Τοπικαί ειδήσεις. 7 Ειδήσεις. 7.15 Ελαφρά μουσική. 7.45 Η γεωργική μας ώρα. 8 Ειδήσεις. 8.15 Ελληνικά τραγούδια. 9 Ο κόσμος της γυναίκας. 10 Ελαφρά μουσική. 11 Ειδήσεις. 11.15 Ορχήστρα. 12.15 Ελληνικά λαϊκά. 13 Ειδήσεις. 14 Πρόγραμμα δι' ενόπλους. 14.30 Ειδήσεις. 15 Θεσσαλονίκη. 16 Μουσική δωματίου. 17 Ειδήσεις. 18 Παιδική ώρα. 19 Ειδήσεις. 20 Λαϊκά τραγούδια. 21 Ειδήσεις. 21.15 Θέατρον στο μικρόφωνον. 23 Ειδήσεις. 23.15 Μουσική. [267, 101, 478, 290]
news-photo [1052, 87, 1395, 501]
article-text: «ΕΛΛΗΝΙΚΗ ΙΑΤΡΙΚΗ». Τεύχος 12. Έκδοσις της Ιατρικής Εταιρείας Θεσσαλονίκης. Μηνιαίον περιοδικόν επιστημονικών άρθρων, ανακοινώσεων και βιβλιοκρισιών. Περιέχει μελέτας διακεκριμένων επιστημόνων επί της αντιμετωπίσεως των λοιμωδών νόσων και της παιδικής ηλικίας, σημειώσεις κλινικών περιστατικών και ειδήσεις του ιατρικού κόσμου. [14, 456, 253, 577]
subheading: Α΄ ΠΡΟΓΡΑΜΜΑ [318, 83, 427, 98]
article-text: 6.30 Πρωινόν πρόγραμμα. 7.30 Μουσική. 8 Ειδήσεις. 9 Ελαφρά ορχήστρα. 10.30 Συναυλία. 12 Μουσικαί επιλογαί. 13.30 Ειδήσεις. 14 Λαϊκή μουσική. 16 Κλασσική μουσική. 18 Εκπομπή δια την νεότητα. 19.30 Ειδήσεις. 20 Συμφωνική συναυλία. 22 Ειδήσεις. 22.15 Μουσική τζάζ. 24 Κλείσιμο. [267, 316, 478, 437]
column-divider [485, 18, 486, 2336]
article-text: Ο ΒΑΣΙΛΕΙΟΣ ΧΑΤΖΟΠΟΥΛΟΣ του Αθανασίου και η ΘΕΟΠΙΣΤΗ ΜΑΥΡΙΔΟΥ του Στεφάνου μέλλουν να τελέσουν τον γάμον των. [492, 1383, 702, 1436]
article-text: ΚΑΤΕΡΙΝΗ: ΔΙΟΝΥΣΙΑ: «Μέθη» με τον Τζων Ουαίην. ΑΠΟΛΛΩΝ: «Ηρως μιας ημέρας». ΚΟΖΑΝΗ: ΑΡΓΩ: «Οι θρύλοι». ΦΛΩΡΙΝΑ: ΑΤΤΙΚΟΝ: «Επιστροφή». ΑΣΤΗΡ: «Σκληροί άνδρες». [14, 1159, 253, 1226]
subheading: Μπάλλο της Χ.Ε.Ν. [524, 1626, 669, 1643]
subheading: Ενόπλων Δυνάμεων [267, 444, 429, 463]
article-text: Εις την πυρκαϊάν της οδού Εγνατίας υπέστη εγκαύματα γυνή η οποία και μετεφέρθη εις το νοσοκομείον. [868, 1842, 1037, 1895]
section-header-excursions: Εκδρομαί [715, 18, 857, 54]
divider [14, 1104, 253, 1107]
divider [868, 1817, 1037, 1818]
article-text: ΚΑΒΑΛΑ, 6. — Συνελήφθη νεαρός ο οποίος αφήρεσεν εκ καταστήματος φορητόν ραδιόφωνον. [1407, 1431, 1556, 1484]
article-text: Ευχαριστούμεν θερμώς πάντας όσους συμμετέσχον εις το πένθος μας δια τον θάνατον του αειμνήστου συζύγου, πατρός και πάππου μας. Η οικογένεια. Επίσης ευχαριστούμεν τους ιατρούς και το νοσηλευτικόν προσωπικόν της κλινικής δια τας φροντίδας των. [267, 821, 478, 915]
section-header-social: Κοινωνικά [14, 18, 253, 59]
